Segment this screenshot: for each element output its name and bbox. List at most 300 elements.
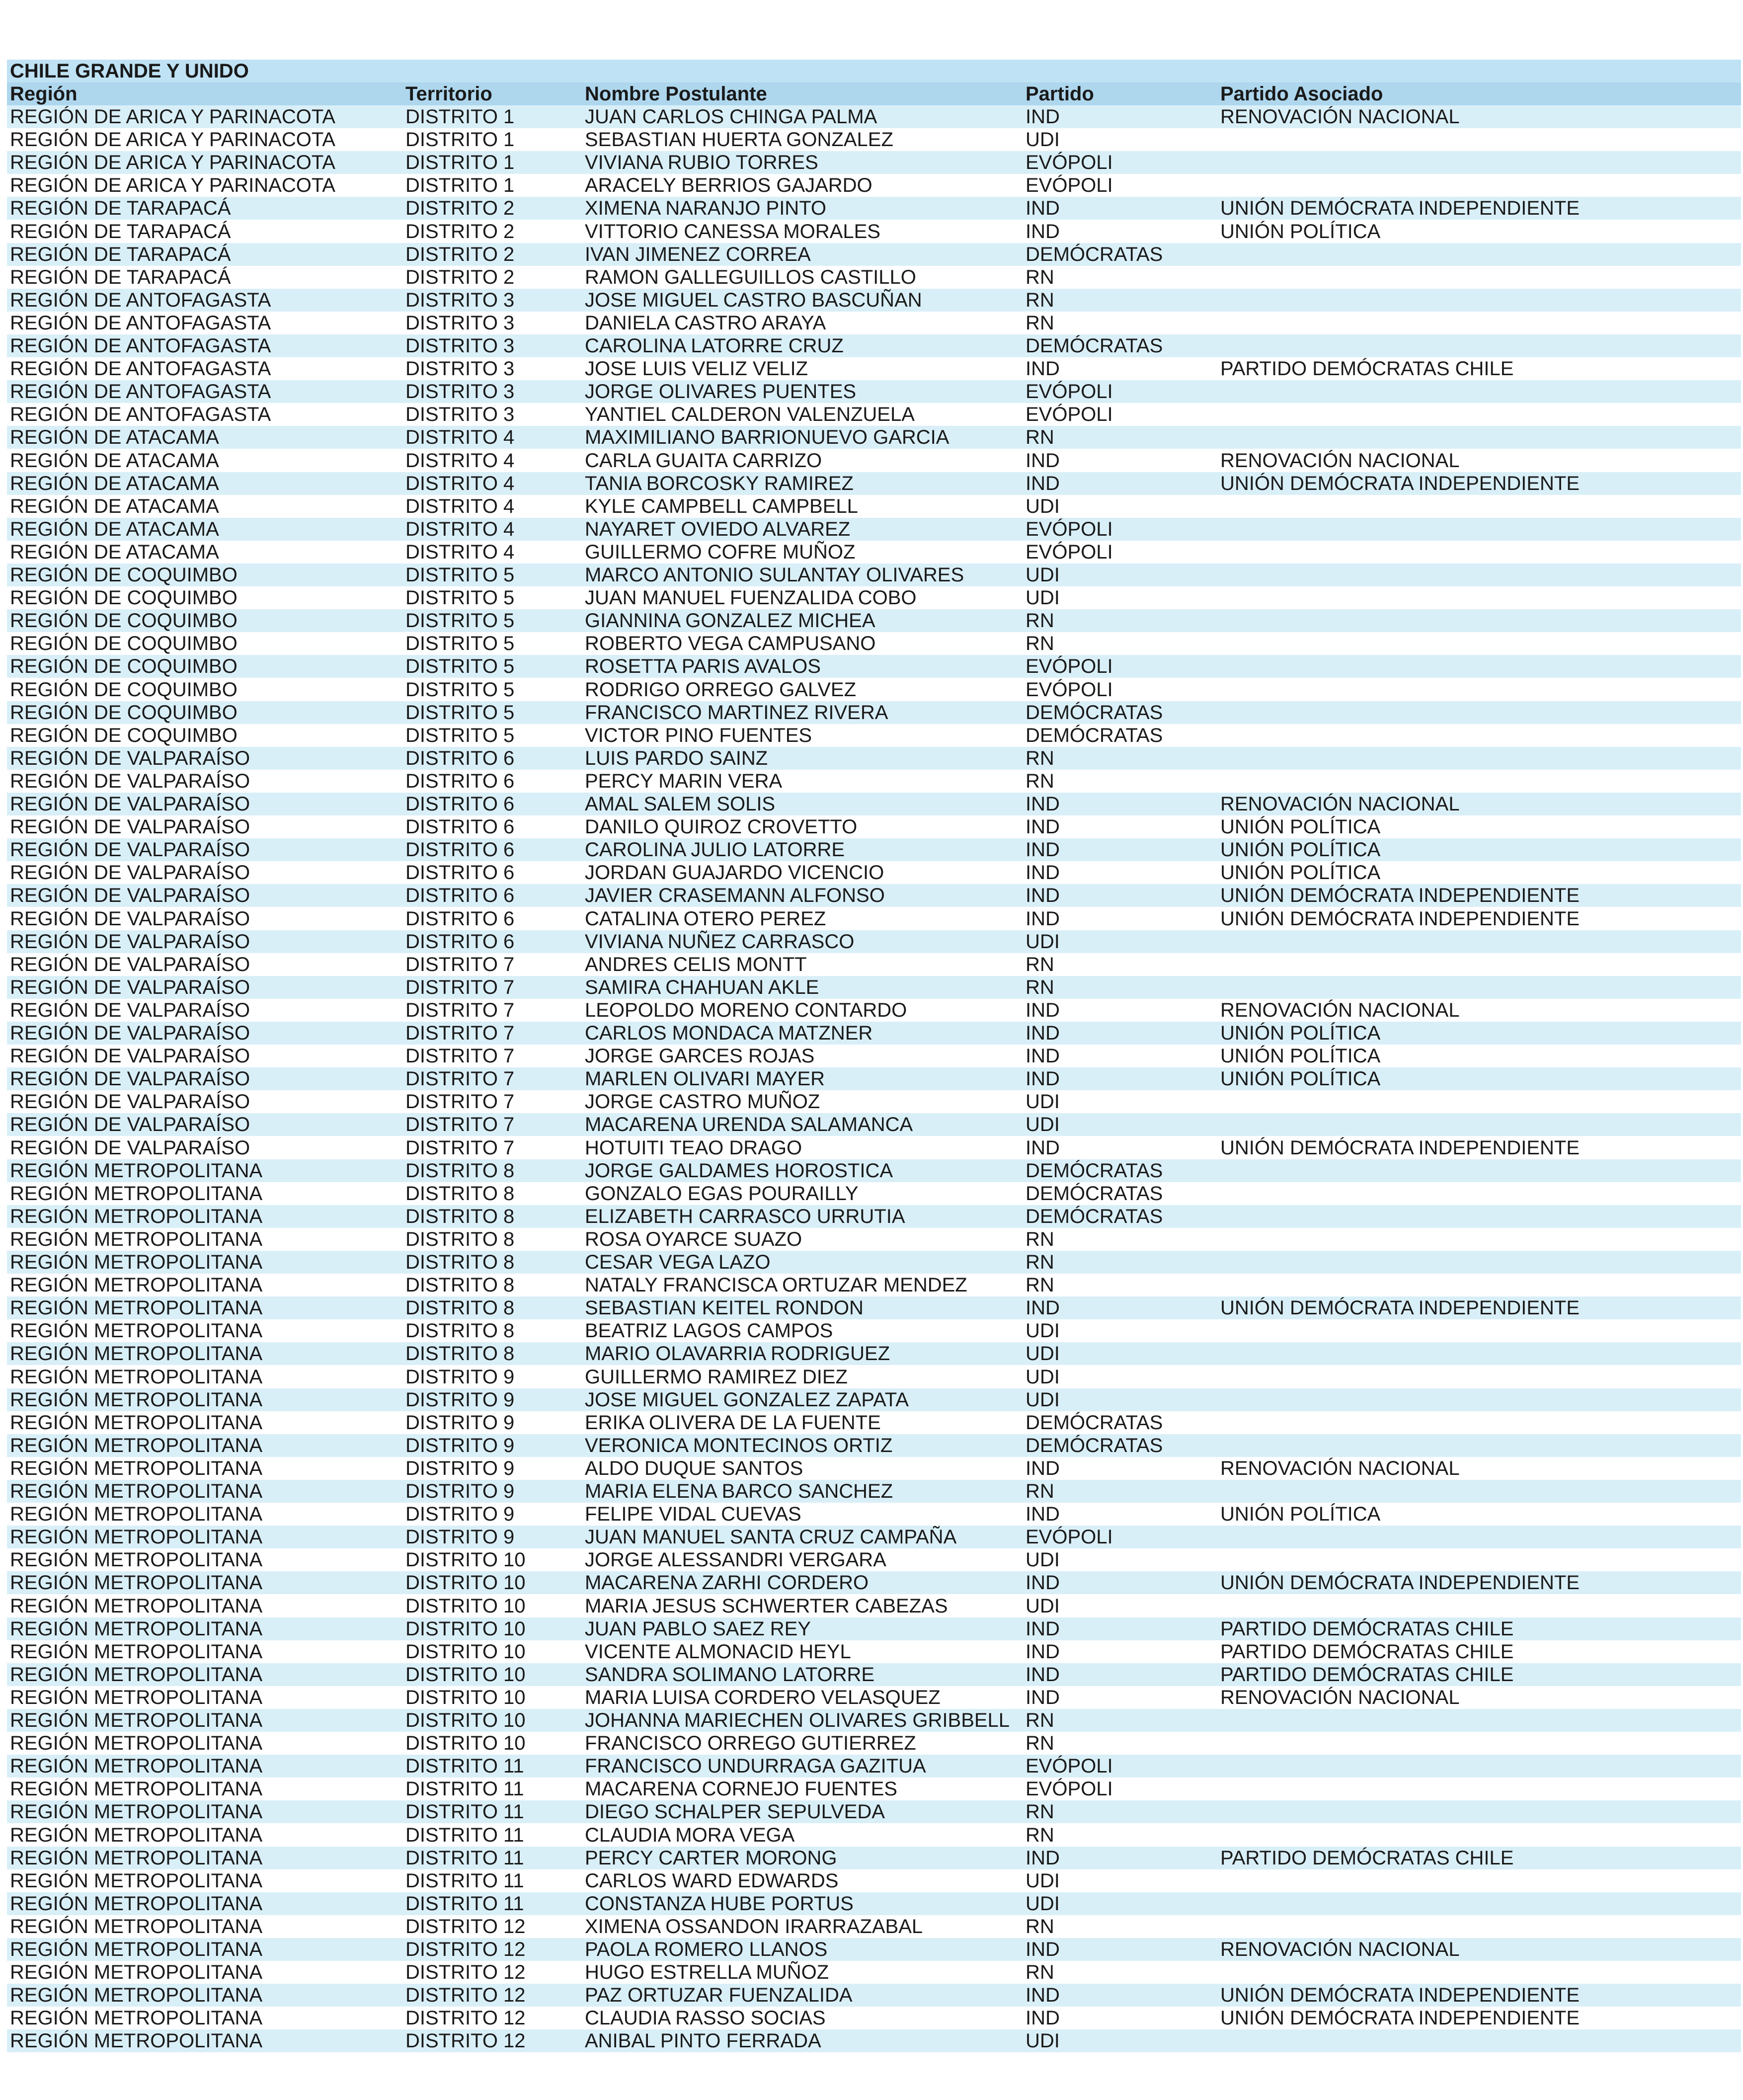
table-row — [7, 701, 1741, 724]
cell-territorio: DISTRITO 8 — [405, 1320, 515, 1342]
cell-nombre: JORGE OLIVARES PUENTES — [585, 381, 857, 403]
table-row — [7, 220, 1741, 243]
cell-partido-asociado: PARTIDO DEMÓCRATAS CHILE — [1220, 358, 1514, 380]
cell-partido: EVÓPOLI — [1026, 518, 1113, 540]
cell-region: REGIÓN DE COQUIMBO — [10, 610, 238, 632]
table-row — [7, 861, 1741, 884]
cell-nombre: SEBASTIAN KEITEL RONDON — [585, 1297, 864, 1319]
cell-partido-asociado: RENOVACIÓN NACIONAL — [1220, 450, 1460, 472]
cell-partido-asociado: UNIÓN POLÍTICA — [1220, 816, 1381, 838]
cell-region: REGIÓN METROPOLITANA — [10, 1847, 263, 1869]
table-row — [7, 380, 1741, 403]
cell-nombre: MARLEN OLIVARI MAYER — [585, 1068, 825, 1090]
cell-territorio: DISTRITO 5 — [405, 679, 515, 701]
cell-territorio: DISTRITO 10 — [405, 1664, 526, 1686]
cell-region: REGIÓN DE VALPARAÍSO — [10, 839, 250, 861]
cell-partido-asociado: PARTIDO DEMÓCRATAS CHILE — [1220, 1664, 1514, 1686]
cell-partido-asociado — [1220, 266, 1737, 289]
cell-nombre: CARLA GUAITA CARRIZO — [585, 450, 822, 472]
cell-partido: RN — [1026, 1251, 1054, 1273]
cell-nombre: VERONICA MONTECINOS ORTIZ — [585, 1435, 893, 1456]
cell-nombre: JORGE CASTRO MUÑOZ — [585, 1091, 820, 1113]
table-row — [7, 1915, 1741, 1938]
table-title — [7, 60, 1741, 82]
cell-region: REGIÓN METROPOLITANA — [10, 1801, 263, 1823]
cell-partido: DEMÓCRATAS — [1026, 1160, 1163, 1182]
table-row — [7, 1869, 1741, 1892]
cell-territorio: DISTRITO 1 — [405, 106, 515, 128]
cell-nombre: VITTORIO CANESSA MORALES — [585, 221, 880, 242]
cell-partido-asociado — [1220, 289, 1737, 312]
table-row — [7, 976, 1741, 999]
cell-region: REGIÓN DE VALPARAÍSO — [10, 1045, 250, 1067]
cell-partido-asociado: UNIÓN POLÍTICA — [1220, 862, 1381, 884]
cell-territorio: DISTRITO 7 — [405, 954, 515, 975]
cell-nombre: ROSETTA PARIS AVALOS — [585, 655, 821, 677]
cell-region: REGIÓN METROPOLITANA — [10, 1961, 263, 1983]
cell-region: REGIÓN METROPOLITANA — [10, 1916, 263, 1938]
cell-region: REGIÓN METROPOLITANA — [10, 2007, 263, 2029]
cell-region: REGIÓN DE COQUIMBO — [10, 655, 238, 677]
cell-partido-asociado: RENOVACIÓN NACIONAL — [1220, 1457, 1460, 1479]
cell-region: REGIÓN METROPOLITANA — [10, 1526, 263, 1548]
cell-partido-asociado: UNIÓN DEMÓCRATA INDEPENDIENTE — [1220, 197, 1580, 219]
table-row — [7, 243, 1741, 266]
cell-region: REGIÓN METROPOLITANA — [10, 1503, 263, 1525]
cell-nombre: PAZ ORTUZAR FUENZALIDA — [585, 1984, 853, 2006]
table-row — [7, 838, 1741, 861]
cell-territorio: DISTRITO 1 — [405, 129, 515, 151]
cell-partido-asociado — [1220, 930, 1737, 953]
cell-partido: UDI — [1026, 1389, 1060, 1411]
cell-partido: EVÓPOLI — [1026, 404, 1113, 425]
cell-territorio: DISTRITO 4 — [405, 426, 515, 448]
cell-nombre: XIMENA OSSANDON IRARRAZABAL — [585, 1916, 923, 1938]
table-row — [7, 518, 1741, 541]
cell-partido-asociado — [1220, 609, 1737, 632]
cell-territorio: DISTRITO 9 — [405, 1480, 515, 1502]
header-partido: Partido — [1026, 83, 1094, 105]
cell-nombre: JAVIER CRASEMANN ALFONSO — [585, 885, 885, 906]
cell-nombre: GUILLERMO COFRE MUÑOZ — [585, 541, 856, 563]
cell-partido: IND — [1026, 1984, 1060, 2006]
cell-territorio: DISTRITO 5 — [405, 702, 515, 724]
cell-partido: UDI — [1026, 1114, 1060, 1135]
cell-nombre: DIEGO SCHALPER SEPULVEDA — [585, 1801, 885, 1823]
cell-territorio: DISTRITO 11 — [405, 1893, 524, 1915]
cell-territorio: DISTRITO 10 — [405, 1572, 526, 1594]
table-row — [7, 1296, 1741, 1319]
cell-region: REGIÓN DE TARAPACÁ — [10, 243, 231, 265]
table-row — [7, 1228, 1741, 1251]
cell-partido: UDI — [1026, 129, 1060, 151]
header-territorio: Territorio — [405, 83, 492, 105]
cell-partido-asociado — [1220, 1800, 1737, 1823]
cell-partido: EVÓPOLI — [1026, 541, 1113, 563]
table-row — [7, 472, 1741, 495]
cell-partido: DEMÓCRATAS — [1026, 335, 1163, 357]
cell-partido: IND — [1026, 1572, 1060, 1594]
table-row — [7, 1251, 1741, 1274]
cell-region: REGIÓN DE COQUIMBO — [10, 725, 238, 746]
cell-partido-asociado: UNIÓN POLÍTICA — [1220, 1045, 1381, 1067]
cell-territorio: DISTRITO 7 — [405, 1022, 515, 1044]
cell-partido: DEMÓCRATAS — [1026, 1183, 1163, 1205]
table-row — [7, 884, 1741, 907]
cell-region: REGIÓN METROPOLITANA — [10, 1595, 263, 1617]
cell-territorio: DISTRITO 8 — [405, 1343, 515, 1365]
cell-nombre: MACARENA ZARHI CORDERO — [585, 1572, 869, 1594]
table-row — [7, 724, 1741, 747]
cell-territorio: DISTRITO 10 — [405, 1687, 526, 1708]
cell-region: REGIÓN DE VALPARAÍSO — [10, 1022, 250, 1044]
cell-nombre: MAXIMILIANO BARRIONUEVO GARCIA — [585, 426, 950, 448]
cell-territorio: DISTRITO 6 — [405, 793, 515, 815]
cell-territorio: DISTRITO 11 — [405, 1801, 524, 1823]
cell-partido: IND — [1026, 1641, 1060, 1663]
cell-territorio: DISTRITO 5 — [405, 587, 515, 609]
cell-territorio: DISTRITO 7 — [405, 1137, 515, 1159]
table-row — [7, 930, 1741, 953]
cell-territorio: DISTRITO 3 — [405, 358, 515, 380]
table-row — [7, 1777, 1741, 1800]
cell-territorio: DISTRITO 7 — [405, 1068, 515, 1090]
cell-partido: IND — [1026, 1022, 1060, 1044]
cell-territorio: DISTRITO 4 — [405, 473, 515, 494]
cell-partido-asociado: UNIÓN POLÍTICA — [1220, 839, 1381, 861]
cell-nombre: ANDRES CELIS MONTT — [585, 954, 807, 975]
table-row — [7, 632, 1741, 655]
cell-nombre: LUIS PARDO SAINZ — [585, 747, 768, 769]
cell-territorio: DISTRITO 2 — [405, 197, 515, 219]
cell-partido-asociado — [1220, 1228, 1737, 1251]
cell-partido: RN — [1026, 1480, 1054, 1502]
cell-region: REGIÓN METROPOLITANA — [10, 1412, 263, 1434]
cell-nombre: HUGO ESTRELLA MUÑOZ — [585, 1961, 829, 1983]
cell-partido: IND — [1026, 1687, 1060, 1708]
cell-nombre: SEBASTIAN HUERTA GONZALEZ — [585, 129, 893, 151]
cell-partido-asociado — [1220, 1777, 1737, 1800]
cell-nombre: HOTUITI TEAO DRAGO — [585, 1137, 802, 1159]
table-row — [7, 1274, 1741, 1296]
cell-region: REGIÓN DE ANTOFAGASTA — [10, 358, 271, 380]
cell-territorio: DISTRITO 5 — [405, 725, 515, 746]
cell-nombre: CAROLINA LATORRE CRUZ — [585, 335, 844, 357]
cell-partido-asociado: UNIÓN POLÍTICA — [1220, 221, 1381, 242]
cell-region: REGIÓN DE VALPARAÍSO — [10, 908, 250, 930]
cell-region: REGIÓN METROPOLITANA — [10, 1366, 263, 1388]
cell-partido: RN — [1026, 1709, 1054, 1731]
cell-region: REGIÓN DE ARICA Y PARINACOTA — [10, 152, 335, 173]
table-row — [7, 1457, 1741, 1480]
cell-partido: IND — [1026, 908, 1060, 930]
cell-territorio: DISTRITO 9 — [405, 1457, 515, 1479]
cell-region: REGIÓN METROPOLITANA — [10, 1549, 263, 1571]
table-row — [7, 197, 1741, 220]
table-row — [7, 1434, 1741, 1457]
cell-partido-asociado — [1220, 1961, 1737, 1984]
cell-nombre: MACARENA CORNEJO FUENTES — [585, 1778, 897, 1800]
cell-region: REGIÓN DE VALPARAÍSO — [10, 1068, 250, 1090]
cell-nombre: VIVIANA NUÑEZ CARRASCO — [585, 931, 855, 953]
cell-region: REGIÓN DE VALPARAÍSO — [10, 931, 250, 953]
cell-nombre: GIANNINA GONZALEZ MICHEA — [585, 610, 875, 632]
cell-partido: IND — [1026, 197, 1060, 219]
cell-partido-asociado — [1220, 541, 1737, 564]
cell-region: REGIÓN METROPOLITANA — [10, 1343, 263, 1365]
table-row — [7, 793, 1741, 815]
cell-nombre: JOSE MIGUEL CASTRO BASCUÑAN — [585, 289, 922, 311]
cell-partido: EVÓPOLI — [1026, 152, 1113, 173]
cell-nombre: FELIPE VIDAL CUEVAS — [585, 1503, 801, 1525]
table-row — [7, 1663, 1741, 1686]
cell-partido-asociado — [1220, 1319, 1737, 1342]
cell-partido-asociado — [1220, 1915, 1737, 1938]
cell-territorio: DISTRITO 8 — [405, 1160, 515, 1182]
cell-territorio: DISTRITO 9 — [405, 1366, 515, 1388]
cell-partido: UDI — [1026, 1595, 1060, 1617]
header-nombre: Nombre Postulante — [585, 83, 767, 105]
cell-partido-asociado: PARTIDO DEMÓCRATAS CHILE — [1220, 1847, 1514, 1869]
cell-partido: EVÓPOLI — [1026, 381, 1113, 403]
cell-territorio: DISTRITO 7 — [405, 976, 515, 998]
cell-region: REGIÓN DE VALPARAÍSO — [10, 976, 250, 998]
cell-nombre: JORGE GARCES ROJAS — [585, 1045, 815, 1067]
table-row — [7, 1022, 1741, 1045]
cell-region: REGIÓN DE VALPARAÍSO — [10, 1091, 250, 1113]
cell-nombre: JUAN PABLO SAEZ REY — [585, 1618, 811, 1640]
cell-partido: RN — [1026, 266, 1054, 288]
table-row — [7, 1182, 1741, 1205]
cell-partido: UDI — [1026, 1549, 1060, 1571]
table-row — [7, 655, 1741, 678]
header-region: Región — [10, 83, 78, 105]
table-row — [7, 1159, 1741, 1182]
cell-partido-asociado — [1220, 976, 1737, 999]
cell-region: REGIÓN DE ARICA Y PARINACOTA — [10, 129, 335, 151]
cell-nombre: JUAN MANUEL SANTA CRUZ CAMPAÑA — [585, 1526, 957, 1548]
cell-partido-asociado: PARTIDO DEMÓCRATAS CHILE — [1220, 1641, 1514, 1663]
table-row — [7, 449, 1741, 472]
cell-partido-asociado: UNIÓN DEMÓCRATA INDEPENDIENTE — [1220, 1984, 1580, 2006]
cell-region: REGIÓN METROPOLITANA — [10, 1183, 263, 1205]
cell-nombre: CLAUDIA MORA VEGA — [585, 1824, 795, 1846]
table-row — [7, 334, 1741, 357]
cell-region: REGIÓN METROPOLITANA — [10, 1893, 263, 1915]
cell-territorio: DISTRITO 4 — [405, 450, 515, 472]
cell-partido: UDI — [1026, 564, 1060, 586]
cell-territorio: DISTRITO 6 — [405, 862, 515, 884]
cell-territorio: DISTRITO 3 — [405, 312, 515, 334]
cell-partido: DEMÓCRATAS — [1026, 1412, 1163, 1434]
cell-partido: RN — [1026, 1801, 1054, 1823]
cell-partido-asociado — [1220, 380, 1737, 403]
cell-region: REGIÓN METROPOLITANA — [10, 1251, 263, 1273]
cell-partido: RN — [1026, 1274, 1054, 1296]
cell-territorio: DISTRITO 11 — [405, 1824, 524, 1846]
cell-territorio: DISTRITO 9 — [405, 1389, 515, 1411]
cell-territorio: DISTRITO 7 — [405, 1091, 515, 1113]
cell-partido-asociado — [1220, 953, 1737, 976]
cell-nombre: ERIKA OLIVERA DE LA FUENTE — [585, 1412, 881, 1434]
cell-partido-asociado — [1220, 151, 1737, 174]
table-row — [7, 1090, 1741, 1113]
cell-region: REGIÓN DE ATACAMA — [10, 518, 219, 540]
cell-territorio: DISTRITO 7 — [405, 1114, 515, 1135]
cell-nombre: RODRIGO ORREGO GALVEZ — [585, 679, 856, 701]
cell-partido: IND — [1026, 816, 1060, 838]
cell-territorio: DISTRITO 6 — [405, 885, 515, 906]
cell-partido-asociado — [1220, 1869, 1737, 1892]
cell-territorio: DISTRITO 11 — [405, 1778, 524, 1800]
cell-partido: RN — [1026, 610, 1054, 632]
cell-partido-asociado — [1220, 678, 1737, 701]
cell-territorio: DISTRITO 6 — [405, 770, 515, 792]
cell-partido: EVÓPOLI — [1026, 655, 1113, 677]
cell-territorio: DISTRITO 6 — [405, 839, 515, 861]
cell-region: REGIÓN DE ATACAMA — [10, 450, 219, 472]
cell-nombre: VIVIANA RUBIO TORRES — [585, 152, 818, 173]
cell-partido: EVÓPOLI — [1026, 1778, 1113, 1800]
table-row — [7, 1503, 1741, 1526]
table-row — [7, 1548, 1741, 1571]
cell-nombre: AMAL SALEM SOLIS — [585, 793, 776, 815]
cell-nombre: VICENTE ALMONACID HEYL — [585, 1641, 851, 1663]
cell-territorio: DISTRITO 11 — [405, 1755, 524, 1777]
cell-territorio: DISTRITO 6 — [405, 747, 515, 769]
cell-partido: DEMÓCRATAS — [1026, 243, 1163, 265]
cell-partido: UDI — [1026, 931, 1060, 953]
cell-partido: DEMÓCRATAS — [1026, 1206, 1163, 1227]
table-row — [7, 312, 1741, 334]
cell-nombre: MARIA ELENA BARCO SANCHEZ — [585, 1480, 893, 1502]
cell-region: REGIÓN DE COQUIMBO — [10, 564, 238, 586]
table-row — [7, 1526, 1741, 1548]
cell-partido: RN — [1026, 976, 1054, 998]
cell-region: REGIÓN DE VALPARAÍSO — [10, 770, 250, 792]
cell-partido: UDI — [1026, 1366, 1060, 1388]
cell-region: REGIÓN DE VALPARAÍSO — [10, 793, 250, 815]
table-header-row — [7, 82, 1741, 105]
cell-nombre: PERCY CARTER MORONG — [585, 1847, 837, 1869]
cell-nombre: JOHANNA MARIECHEN OLIVARES GRIBBELL — [585, 1709, 1010, 1731]
cell-nombre: JOSE LUIS VELIZ VELIZ — [585, 358, 808, 380]
table-row — [7, 1067, 1741, 1090]
cell-territorio: DISTRITO 5 — [405, 655, 515, 677]
table-row — [7, 1892, 1741, 1915]
cell-partido: DEMÓCRATAS — [1026, 725, 1163, 746]
cell-region: REGIÓN METROPOLITANA — [10, 1297, 263, 1319]
cell-territorio: DISTRITO 8 — [405, 1297, 515, 1319]
cell-partido-asociado — [1220, 586, 1737, 609]
cell-partido: UDI — [1026, 1343, 1060, 1365]
cell-region: REGIÓN DE VALPARAÍSO — [10, 885, 250, 906]
table-row — [7, 953, 1741, 976]
cell-territorio: DISTRITO 12 — [405, 1916, 526, 1938]
table-row — [7, 105, 1741, 128]
cell-region: REGIÓN METROPOLITANA — [10, 1160, 263, 1182]
cell-region: REGIÓN METROPOLITANA — [10, 1389, 263, 1411]
cell-partido: EVÓPOLI — [1026, 1755, 1113, 1777]
cell-nombre: PERCY MARIN VERA — [585, 770, 783, 792]
cell-partido-asociado — [1220, 1824, 1737, 1847]
cell-territorio: DISTRITO 10 — [405, 1709, 526, 1731]
cell-region: REGIÓN METROPOLITANA — [10, 1618, 263, 1640]
cell-partido: EVÓPOLI — [1026, 679, 1113, 701]
cell-region: REGIÓN DE ANTOFAGASTA — [10, 335, 271, 357]
cell-partido-asociado — [1220, 1274, 1737, 1296]
cell-territorio: DISTRITO 8 — [405, 1183, 515, 1205]
cell-region: REGIÓN DE ANTOFAGASTA — [10, 289, 271, 311]
cell-region: REGIÓN DE VALPARAÍSO — [10, 862, 250, 884]
cell-partido: EVÓPOLI — [1026, 174, 1113, 196]
table-row — [7, 1480, 1741, 1503]
cell-nombre: MARIA JESUS SCHWERTER CABEZAS — [585, 1595, 948, 1617]
cell-nombre: FRANCISCO ORREGO GUTIERREZ — [585, 1732, 916, 1754]
cell-nombre: ELIZABETH CARRASCO URRUTIA — [585, 1206, 905, 1227]
cell-partido: IND — [1026, 1068, 1060, 1090]
cell-partido-asociado — [1220, 1526, 1737, 1548]
cell-nombre: CONSTANZA HUBE PORTUS — [585, 1893, 854, 1915]
cell-partido: IND — [1026, 1938, 1060, 1960]
cell-partido: IND — [1026, 2007, 1060, 2029]
cell-partido: IND — [1026, 1503, 1060, 1525]
cell-nombre: DANIELA CASTRO ARAYA — [585, 312, 826, 334]
cell-partido: RN — [1026, 1228, 1054, 1250]
cell-partido: IND — [1026, 1137, 1060, 1159]
cell-partido-asociado — [1220, 1113, 1737, 1136]
table-row — [7, 357, 1741, 380]
cell-partido-asociado: UNIÓN DEMÓCRATA INDEPENDIENTE — [1220, 2007, 1580, 2029]
cell-nombre: CLAUDIA RASSO SOCIAS — [585, 2007, 826, 2029]
table-row — [7, 1045, 1741, 1067]
cell-region: REGIÓN METROPOLITANA — [10, 2030, 263, 2052]
table-row — [7, 1961, 1741, 1984]
cell-partido: UDI — [1026, 587, 1060, 609]
cell-territorio: DISTRITO 8 — [405, 1228, 515, 1250]
cell-region: REGIÓN METROPOLITANA — [10, 1938, 263, 1960]
cell-territorio: DISTRITO 7 — [405, 1045, 515, 1067]
table-row — [7, 1709, 1741, 1732]
cell-territorio: DISTRITO 9 — [405, 1435, 515, 1456]
cell-nombre: JUAN MANUEL FUENZALIDA COBO — [585, 587, 917, 609]
cell-territorio: DISTRITO 2 — [405, 221, 515, 242]
cell-region: REGIÓN DE VALPARAÍSO — [10, 816, 250, 838]
table-row — [7, 1617, 1741, 1640]
cell-territorio: DISTRITO 9 — [405, 1526, 515, 1548]
cell-territorio: DISTRITO 10 — [405, 1641, 526, 1663]
cell-partido-asociado — [1220, 1388, 1737, 1411]
table-row — [7, 2007, 1741, 2029]
cell-nombre: FRANCISCO UNDURRAGA GAZITUA — [585, 1755, 926, 1777]
cell-partido-asociado — [1220, 1182, 1737, 1205]
cell-partido: RN — [1026, 770, 1054, 792]
cell-region: REGIÓN DE VALPARAÍSO — [10, 1114, 250, 1135]
cell-nombre: GUILLERMO RAMIREZ DIEZ — [585, 1366, 848, 1388]
cell-region: REGIÓN METROPOLITANA — [10, 1320, 263, 1342]
cell-territorio: DISTRITO 3 — [405, 381, 515, 403]
table-row — [7, 128, 1741, 151]
cell-region: REGIÓN DE ANTOFAGASTA — [10, 312, 271, 334]
cell-partido-asociado — [1220, 426, 1737, 449]
table-row — [7, 770, 1741, 793]
cell-partido-asociado: PARTIDO DEMÓCRATAS CHILE — [1220, 1618, 1514, 1640]
cell-partido-asociado: UNIÓN POLÍTICA — [1220, 1068, 1381, 1090]
cell-nombre: ALDO DUQUE SANTOS — [585, 1457, 803, 1479]
cell-partido-asociado — [1220, 1709, 1737, 1732]
cell-region: REGIÓN METROPOLITANA — [10, 1274, 263, 1296]
cell-nombre: MARIO OLAVARRIA RODRIGUEZ — [585, 1343, 890, 1365]
